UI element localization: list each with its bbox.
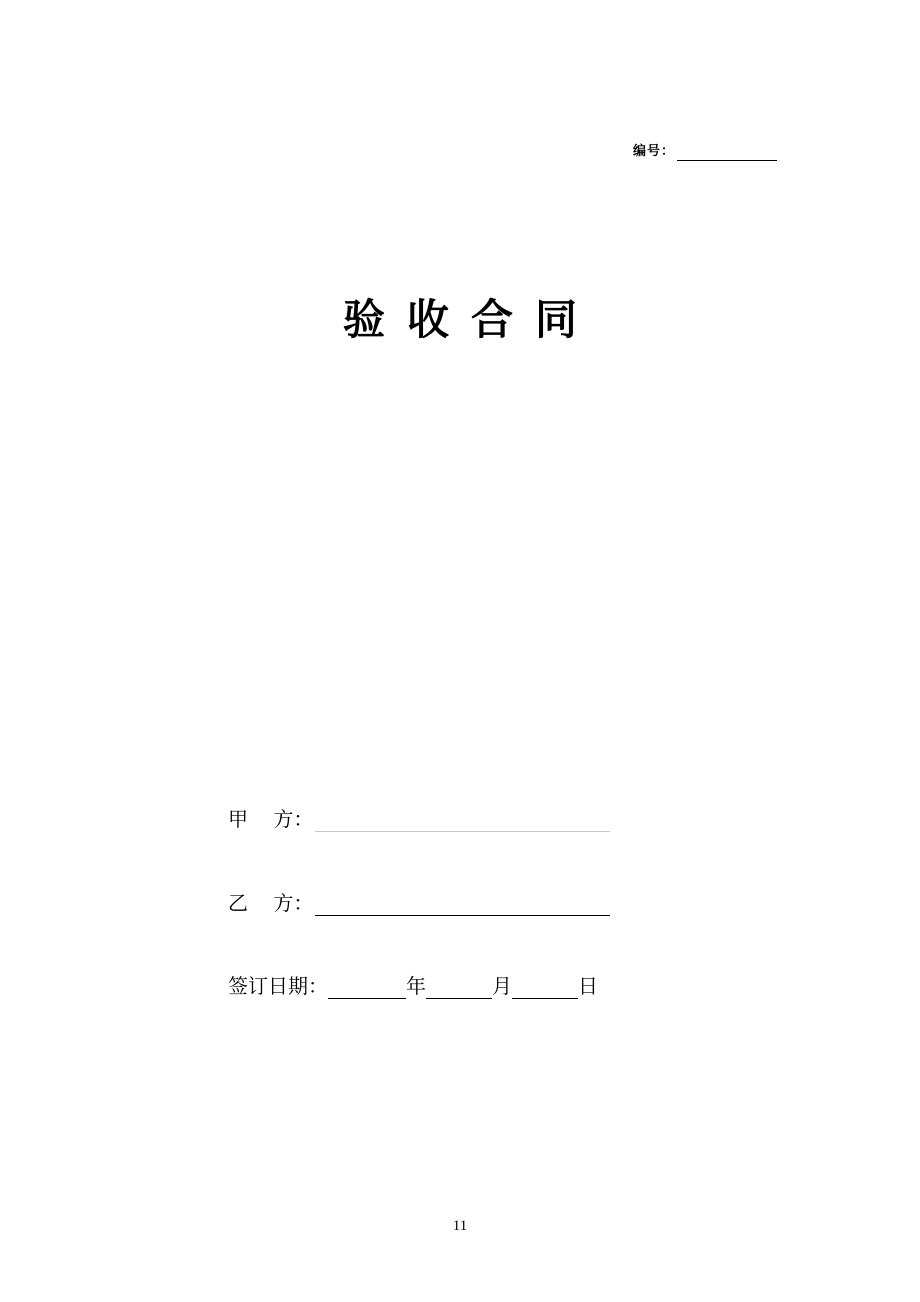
year-blank xyxy=(328,978,406,999)
party-b-blank xyxy=(315,895,610,916)
document-number-label: 编号： xyxy=(633,144,676,159)
page-number: 11 xyxy=(452,1218,468,1234)
day-blank xyxy=(512,978,578,999)
month-blank xyxy=(426,978,492,999)
signing-date-label: 签订日期： xyxy=(228,974,328,998)
year-label: 年 xyxy=(406,974,426,998)
party-a-blank xyxy=(315,811,610,832)
party-b-row xyxy=(228,890,610,916)
party-a-row xyxy=(228,806,610,832)
page-title: 验收合同 xyxy=(342,295,599,344)
document-number-blank xyxy=(677,146,777,161)
document-number xyxy=(633,143,777,161)
month-label: 月 xyxy=(492,974,512,998)
party-a-label: 甲 方： xyxy=(228,807,314,831)
day-label: 日 xyxy=(578,974,598,998)
party-b-label: 乙 方： xyxy=(228,891,314,915)
signing-date-row xyxy=(228,973,598,999)
